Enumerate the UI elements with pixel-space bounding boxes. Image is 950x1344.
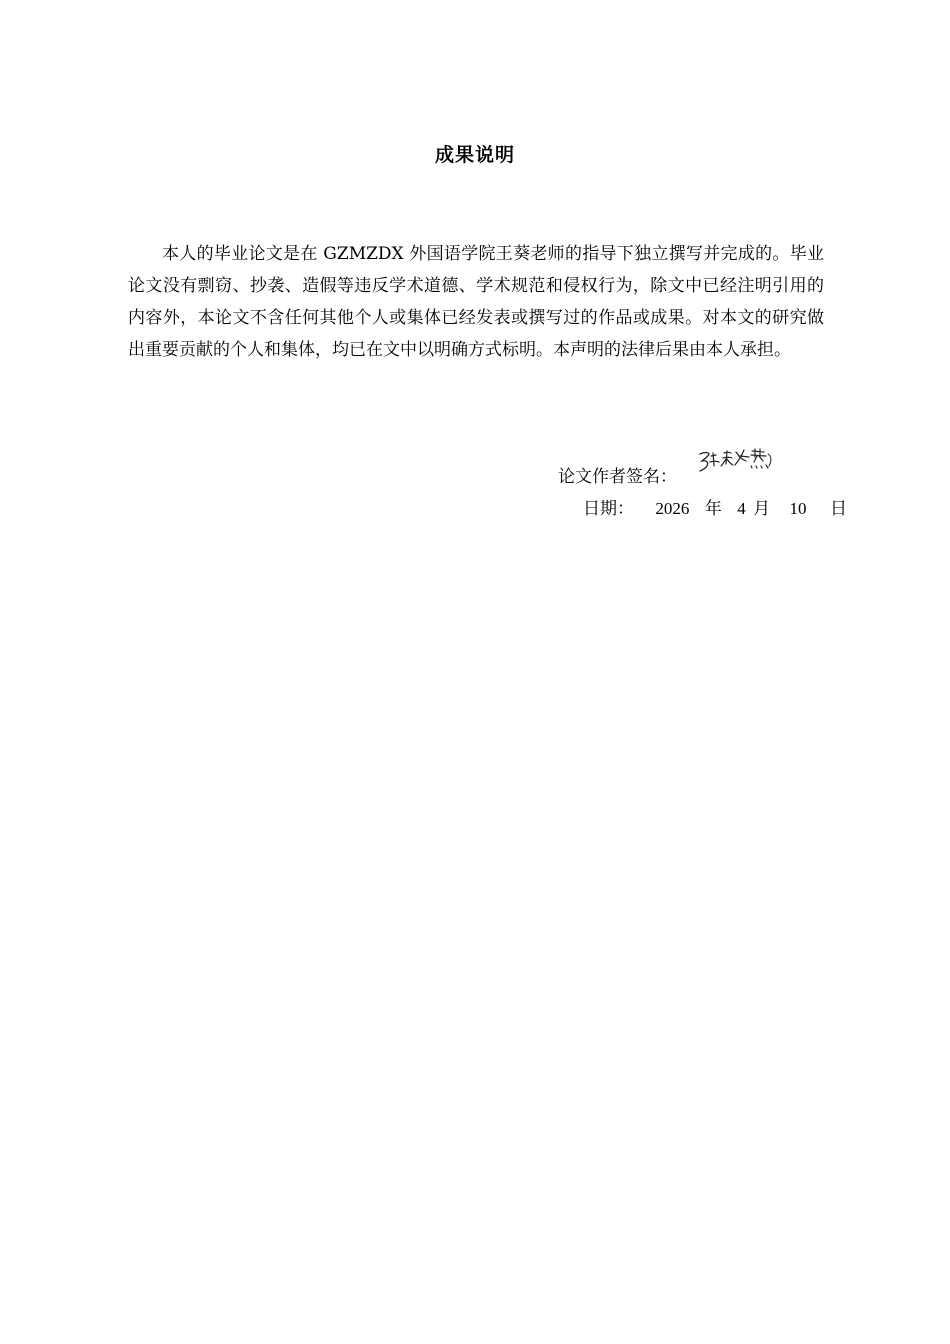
date-day-unit: 日 bbox=[829, 499, 847, 519]
date-year: 2026 bbox=[655, 499, 690, 518]
document-title: 成果说明 bbox=[434, 144, 515, 166]
date-label: 日期： bbox=[583, 499, 634, 519]
date-month: 4 bbox=[737, 499, 746, 518]
date-year-unit: 年 bbox=[704, 499, 722, 519]
signature-label: 论文作者签名： bbox=[558, 467, 677, 487]
signature-line bbox=[558, 444, 818, 487]
handwritten-signature bbox=[694, 444, 774, 476]
declaration-paragraph: 本人的毕业论文是在 GZMZDX 外国语学院王葵老师的指导下独立撰写并完成的。毕业论文没有剽窃、抄袭、造假等违反学术道德、学术规范和侵权行为，除文中已经注明引用的内容外，本论文不含任何其他个人或集体已经发表或撰写过的作品或成果。对本文的研究做出重要贡献的个人和集体，均已在文中以明确方式标明。本声明的法律后果由本人承担。 bbox=[128, 244, 824, 360]
date-month-unit: 月 bbox=[753, 499, 771, 519]
date-day: 10 bbox=[789, 499, 807, 518]
date-line bbox=[583, 494, 847, 519]
